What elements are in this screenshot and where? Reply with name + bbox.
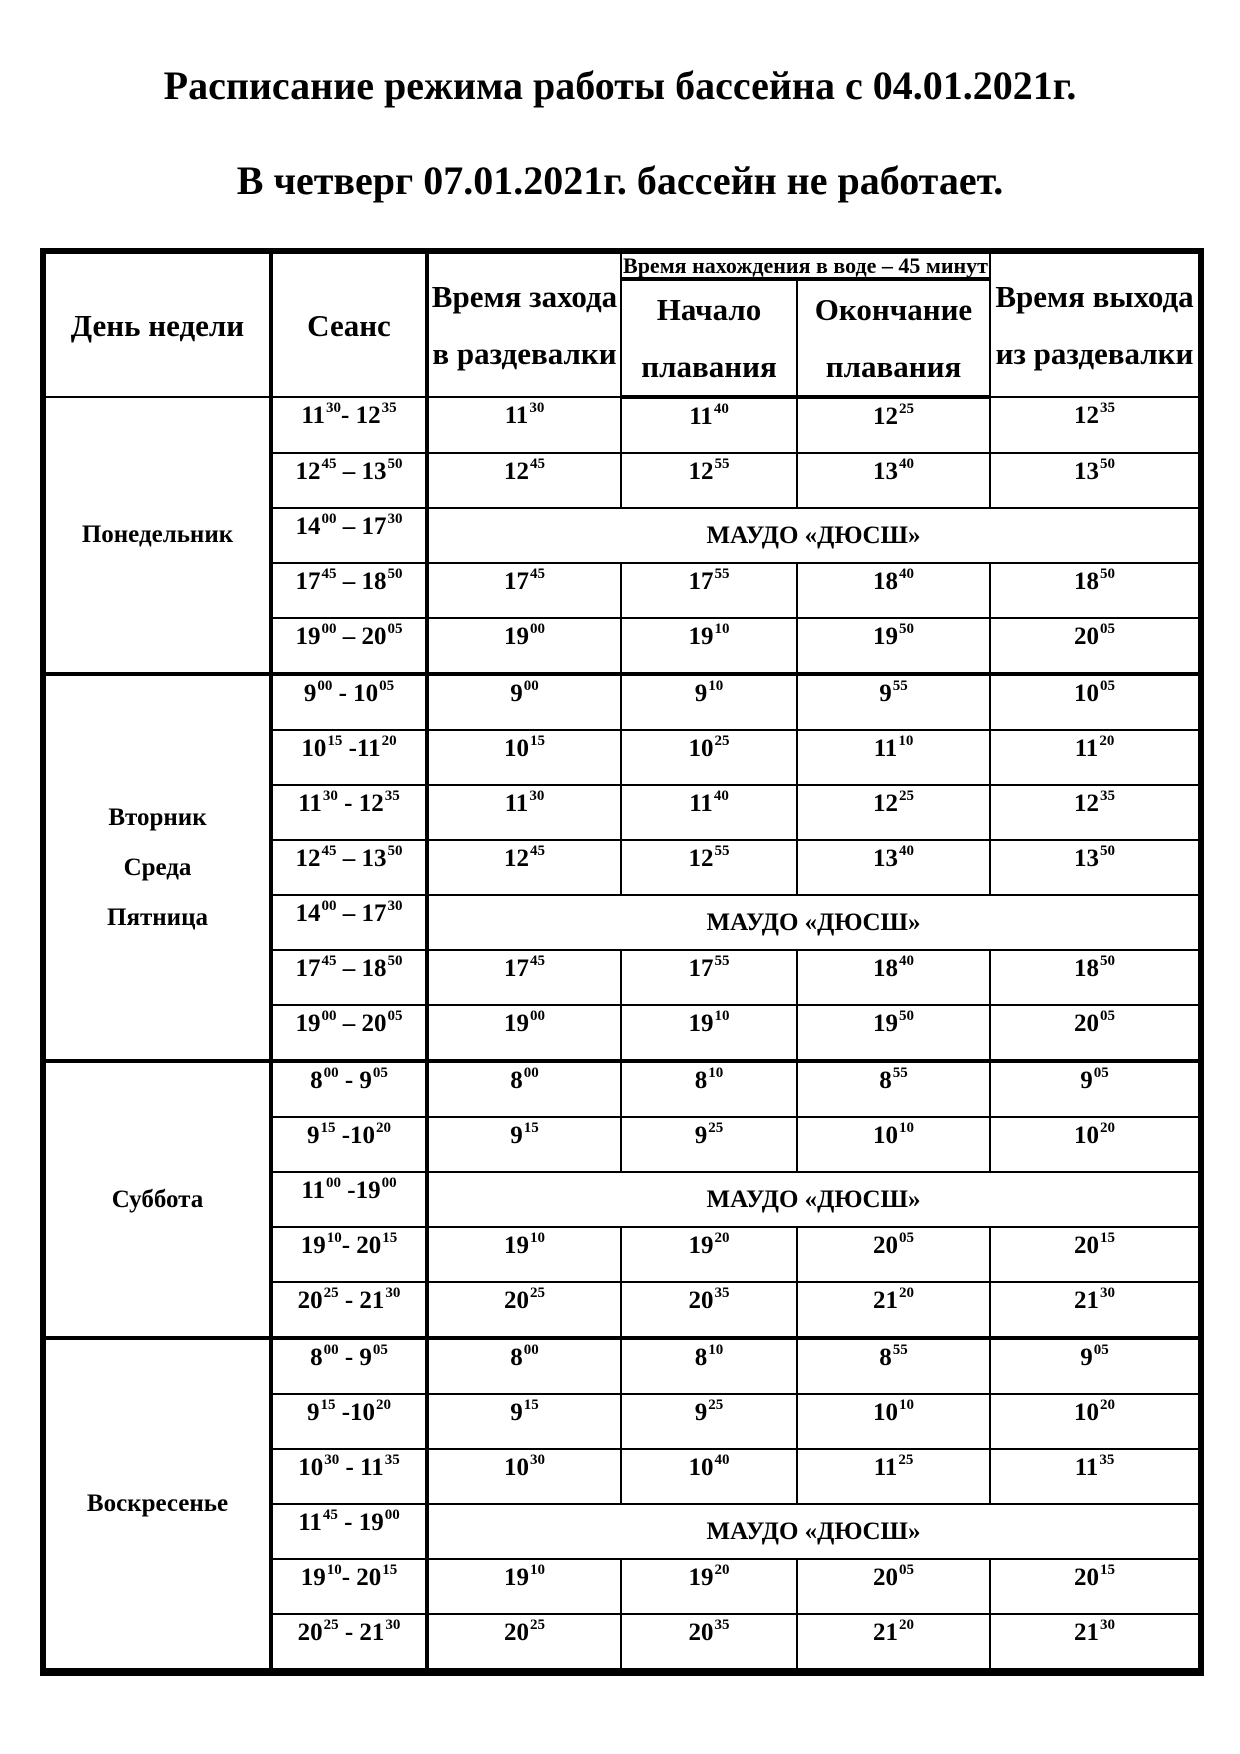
- table-row: [45, 1338, 1199, 1394]
- end-time-cell: $13^{40}$: [797, 453, 990, 508]
- end-time-cell: $8^{55}$: [797, 1061, 990, 1117]
- end-time-cell: $10^{10}$: [797, 1394, 990, 1449]
- start-time-cell: $10^{25}$: [621, 730, 797, 785]
- end-time-cell: $19^{50}$: [797, 1005, 990, 1061]
- entry-time-cell: $19^{10}$: [427, 1559, 621, 1614]
- exit-time-cell: $11^{20}$: [990, 730, 1199, 785]
- end-time-cell: $9^{55}$: [797, 674, 990, 730]
- organization-cell: МАУДО «ДЮСШ»: [427, 508, 1199, 563]
- end-time-cell: $20^{05}$: [797, 1559, 990, 1614]
- header-day: День недели: [45, 253, 271, 397]
- start-time-cell: $20^{35}$: [621, 1282, 797, 1338]
- exit-time-cell: $20^{05}$: [990, 1005, 1199, 1061]
- exit-time-cell: $10^{20}$: [990, 1394, 1199, 1449]
- exit-time-cell: $21^{30}$: [990, 1614, 1199, 1670]
- seans-cell: $9^{15}$ $-10^{20}$: [271, 1117, 427, 1172]
- end-time-cell: $8^{55}$: [797, 1338, 990, 1394]
- start-time-cell: $19^{10}$: [621, 1005, 797, 1061]
- start-time-cell: $19^{10}$: [621, 618, 797, 674]
- end-time-cell: $11^{10}$: [797, 730, 990, 785]
- end-time-cell: $12^{25}$: [797, 397, 990, 453]
- start-time-cell: $11^{40}$: [621, 785, 797, 840]
- exit-time-cell: $9^{05}$: [990, 1338, 1199, 1394]
- day-cell: [45, 397, 271, 674]
- start-time-cell: $19^{20}$: [621, 1227, 797, 1282]
- table-row: [45, 674, 1199, 730]
- end-time-cell: $18^{40}$: [797, 563, 990, 618]
- entry-time-cell: $12^{45}$: [427, 453, 621, 508]
- entry-time-cell: $12^{45}$: [427, 840, 621, 895]
- entry-time-cell: $9^{00}$: [427, 674, 621, 730]
- start-time-cell: $20^{35}$: [621, 1614, 797, 1670]
- table-body: [45, 397, 1199, 1670]
- seans-cell: $8^{00} - 9^{05}$: [271, 1338, 427, 1394]
- start-time-cell: $8^{10}$: [621, 1338, 797, 1394]
- seans-cell: $11^{45} - 19^{00}$: [271, 1504, 427, 1559]
- entry-time-cell: $9^{15}$: [427, 1394, 621, 1449]
- seans-cell: $9^{15}$ $-10^{20}$: [271, 1394, 427, 1449]
- exit-time-cell: $21^{30}$: [990, 1282, 1199, 1338]
- seans-cell: $20^{25} - 21^{30}$: [271, 1282, 427, 1338]
- day-name: Среда: [123, 853, 192, 881]
- entry-time-cell: $19^{00}$: [427, 1005, 621, 1061]
- start-time-cell: $10^{40}$: [621, 1449, 797, 1504]
- seans-cell: $17^{45} - 18^{50}$: [271, 950, 427, 1005]
- day-name: Пятница: [107, 903, 208, 931]
- exit-time-cell: $11^{35}$: [990, 1449, 1199, 1504]
- seans-cell: $12^{45} - 13^{50}$: [271, 453, 427, 508]
- exit-time-cell: $12^{35}$: [990, 397, 1199, 453]
- header-seans: Сеанс: [271, 253, 427, 397]
- seans-cell: $14^{00} - 17^{30}$: [271, 895, 427, 950]
- exit-time-cell: $18^{50}$: [990, 950, 1199, 1005]
- seans-cell: $19^{10}-$ $20^{15}$: [271, 1227, 427, 1282]
- organization-cell: МАУДО «ДЮСШ»: [427, 895, 1199, 950]
- exit-time-cell: $20^{15}$: [990, 1559, 1199, 1614]
- day-name: Воскресенье: [86, 1490, 229, 1517]
- entry-time-cell: $11^{30}$: [427, 397, 621, 453]
- entry-time-cell: $20^{25}$: [427, 1282, 621, 1338]
- start-time-cell: $9^{25}$: [621, 1394, 797, 1449]
- end-time-cell: $20^{05}$: [797, 1227, 990, 1282]
- header-start: Начало плавания: [621, 279, 797, 397]
- organization-cell: МАУДО «ДЮСШ»: [427, 1504, 1199, 1559]
- table-row: [45, 1061, 1199, 1117]
- start-time-cell: $9^{10}$: [621, 674, 797, 730]
- start-time-cell: $12^{55}$: [621, 453, 797, 508]
- end-time-cell: $11^{25}$: [797, 1449, 990, 1504]
- header-entry: Время захода в раздевалки: [427, 253, 621, 397]
- seans-cell: $14^{00} - 17^{30}$: [271, 508, 427, 563]
- header-end: Окончание плавания: [797, 279, 990, 397]
- entry-time-cell: $19^{00}$: [427, 618, 621, 674]
- day-name: Вторник: [108, 803, 207, 831]
- header-water-time: Время нахождения в воде – 45 минут: [621, 253, 990, 279]
- schedule-table: [44, 252, 1200, 1672]
- entry-time-cell: $11^{30}$: [427, 785, 621, 840]
- entry-time-cell: $8^{00}$: [427, 1061, 621, 1117]
- seans-cell: $20^{25} - 21^{30}$: [271, 1614, 427, 1670]
- day-name: Понедельник: [81, 521, 234, 548]
- start-time-cell: $12^{55}$: [621, 840, 797, 895]
- seans-cell: $11^{30}-$ $12^{35}$: [271, 397, 427, 453]
- header-exit: Время выхода из раздевалки: [990, 253, 1199, 397]
- start-time-cell: $17^{55}$: [621, 950, 797, 1005]
- end-time-cell: $21^{20}$: [797, 1614, 990, 1670]
- exit-time-cell: $20^{05}$: [990, 618, 1199, 674]
- seans-cell: $11^{30} - 12^{35}$: [271, 785, 427, 840]
- seans-cell: $10^{30} - 11^{35}$: [271, 1449, 427, 1504]
- day-cell: [45, 1061, 271, 1338]
- seans-cell: $8^{00} - 9^{05}$: [271, 1061, 427, 1117]
- exit-time-cell: $13^{50}$: [990, 453, 1199, 508]
- end-time-cell: $19^{50}$: [797, 618, 990, 674]
- organization-cell: МАУДО «ДЮСШ»: [427, 1172, 1199, 1227]
- entry-time-cell: $8^{00}$: [427, 1338, 621, 1394]
- table-row: [45, 397, 1199, 453]
- seans-cell: $19^{10}-$ $20^{15}$: [271, 1559, 427, 1614]
- seans-cell: $10^{15}$ $-11^{20}$: [271, 730, 427, 785]
- day-cell: [45, 1338, 271, 1670]
- start-time-cell: $19^{20}$: [621, 1559, 797, 1614]
- exit-time-cell: $9^{05}$: [990, 1061, 1199, 1117]
- seans-cell: $19^{00} - 20^{05}$: [271, 1005, 427, 1061]
- entry-time-cell: $9^{15}$: [427, 1117, 621, 1172]
- end-time-cell: $21^{20}$: [797, 1282, 990, 1338]
- start-time-cell: $9^{25}$: [621, 1117, 797, 1172]
- end-time-cell: $18^{40}$: [797, 950, 990, 1005]
- end-time-cell: $10^{10}$: [797, 1117, 990, 1172]
- start-time-cell: $17^{55}$: [621, 563, 797, 618]
- entry-time-cell: $20^{25}$: [427, 1614, 621, 1670]
- entry-time-cell: $19^{10}$: [427, 1227, 621, 1282]
- end-time-cell: $12^{25}$: [797, 785, 990, 840]
- entry-time-cell: $17^{45}$: [427, 563, 621, 618]
- exit-time-cell: $12^{35}$: [990, 785, 1199, 840]
- exit-time-cell: $10^{20}$: [990, 1117, 1199, 1172]
- exit-time-cell: $18^{50}$: [990, 563, 1199, 618]
- page-title: Расписание режима работы бассейна с 04.01.2021г.: [163, 63, 1077, 108]
- exit-time-cell: $13^{50}$: [990, 840, 1199, 895]
- seans-cell: $12^{45} - 13^{50}$: [271, 840, 427, 895]
- entry-time-cell: $17^{45}$: [427, 950, 621, 1005]
- seans-cell: $19^{00} - 20^{05}$: [271, 618, 427, 674]
- entry-time-cell: $10^{15}$: [427, 730, 621, 785]
- seans-cell: $11^{00}$ $-19^{00}$: [271, 1172, 427, 1227]
- seans-cell: $17^{45} - 18^{50}$: [271, 563, 427, 618]
- exit-time-cell: $10^{05}$: [990, 674, 1199, 730]
- page-subtitle: В четверг 07.01.2021г. бассейн не работает.: [236, 158, 1004, 203]
- table-header: [45, 253, 1199, 397]
- entry-time-cell: $10^{30}$: [427, 1449, 621, 1504]
- start-time-cell: $11^{40}$: [621, 397, 797, 453]
- exit-time-cell: $20^{15}$: [990, 1227, 1199, 1282]
- start-time-cell: $8^{10}$: [621, 1061, 797, 1117]
- day-name: Суббота: [111, 1185, 204, 1213]
- seans-cell: $9^{00} - 10^{05}$: [271, 674, 427, 730]
- end-time-cell: $13^{40}$: [797, 840, 990, 895]
- day-cell: [45, 674, 271, 1061]
